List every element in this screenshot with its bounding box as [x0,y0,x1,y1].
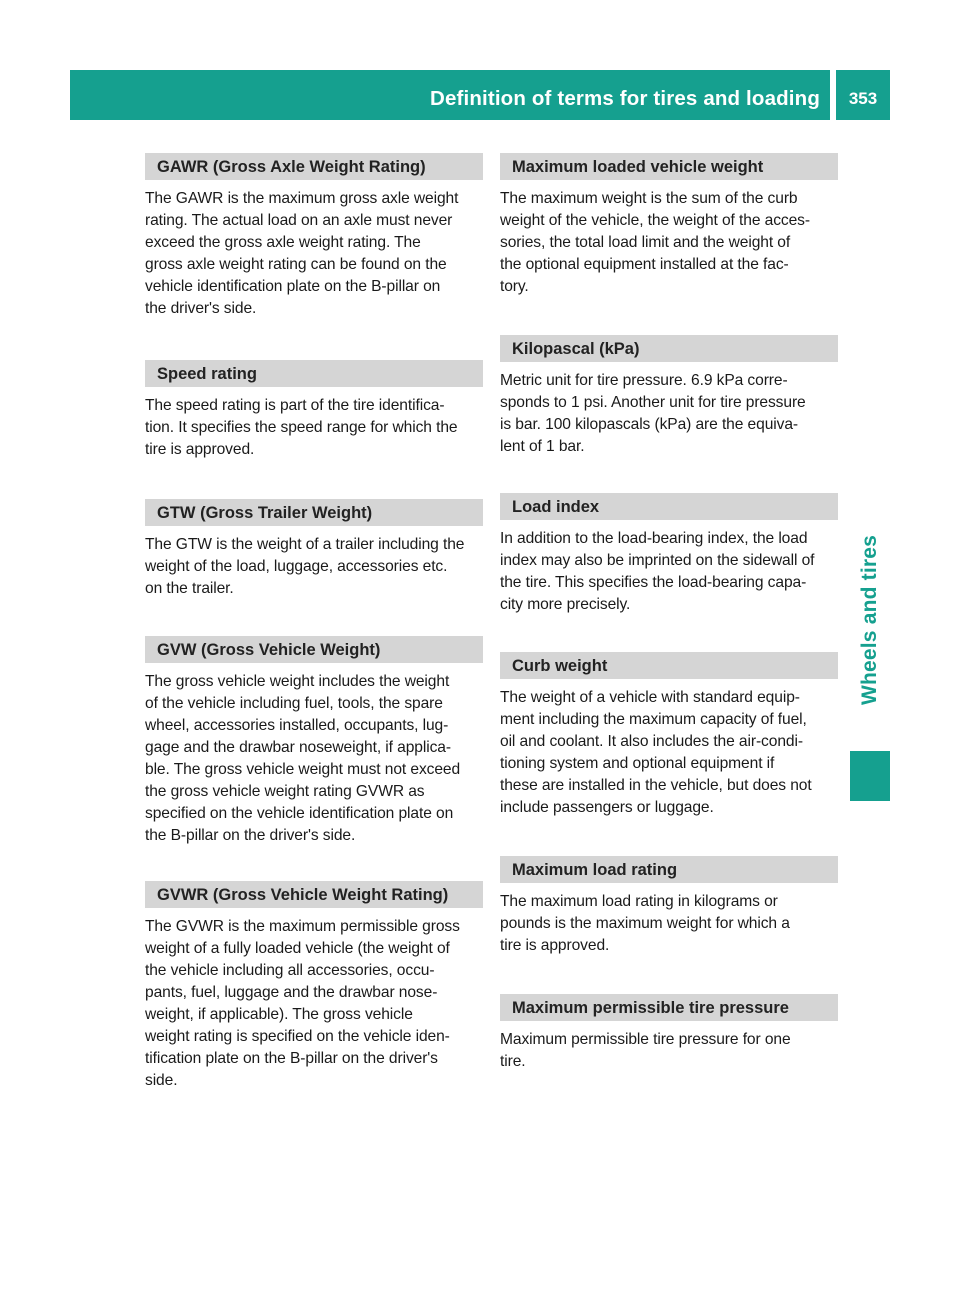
section-body: The maximum load rating in kilograms or pounds is the maximum weight for which a tire is approved. [500,893,790,954]
right-column [500,153,838,1073]
section-speed-rating [145,360,483,499]
chapter-tab [850,520,890,720]
section-title: Curb weight [500,652,838,679]
chapter-tab-label: Wheels and tires [858,534,881,706]
section-title: GVW (Gross Vehicle Weight) [145,636,483,663]
section-title: Kilopascal (kPa) [500,335,838,362]
section-maximum-loaded-vehicle-weight [500,153,838,335]
section-body: In addition to the load-bearing index, the load index may also be imprinted on the sidewall of the tire. This specifies the load-bearing capa- city more precisely. [500,530,815,613]
section-gtw [145,499,483,636]
section-body: The GAWR is the maximum gross axle weight rating. The actual load on an axle must never exceed the gross axle weight rating. The gross axle weight rating can be found on the vehicle identification plate on the B-pillar on the driver's side. [145,190,459,317]
section-maximum-load-rating [500,856,838,994]
section-curb-weight [500,652,838,856]
page-number: 353 [848,89,878,108]
section-gvwr [145,881,483,1092]
section-maximum-permissible-tire-pressure [500,994,838,1073]
section-body: The maximum weight is the sum of the curb weight of the vehicle, the weight of the acces- sories, the total load limit and the weight of the optional equipment installed at the fac- tory. [500,190,810,295]
section-body: Metric unit for tire pressure. 6.9 kPa corre- sponds to 1 psi. Another unit for tire pressure is bar. 100 kilopascals (kPa) are the equiva- lent of 1 bar. [500,372,806,455]
page-header-bar [70,70,830,120]
section-body: The weight of a vehicle with standard equip- ment including the maximum capacity of fuel, oil and coolant. It also includes the air-condi- tioning system and optional equipment if these are installed in the vehicle, but does not include passengers or luggage. [500,689,812,816]
section-title: Maximum permissible tire pressure [500,994,838,1021]
section-body: Maximum permissible tire pressure for one tire. [500,1031,791,1070]
section-title: GTW (Gross Trailer Weight) [145,499,483,526]
section-title: Speed rating [145,360,483,387]
section-gvw [145,636,483,881]
section-body: The gross vehicle weight includes the weight of the vehicle including fuel, tools, the spare wheel, accessories installed, occupants, lug- gage and the drawbar noseweight, if applica- ble. The gross vehicle weight must not exceed the gross vehicle weight rating GVWR as specified on the vehicle identification plate on the B-pillar on the driver's side. [145,673,461,844]
page-title: Definition of terms for tires and loading [430,87,820,110]
section-load-index [500,493,838,652]
section-title: Load index [500,493,838,520]
section-body: The GTW is the weight of a trailer including the weight of the load, luggage, accessories etc. on the trailer. [145,536,465,597]
section-kilopascal [500,335,838,493]
section-body: The GVWR is the maximum permissible gross weight of a fully loaded vehicle (the weight of the vehicle including all accessories, occu- pants, fuel, luggage and the drawbar nose- weight, if applicable). The gross vehicle weight rating is specified on the vehicle iden- tification plate on the B-pillar on the driver's side. [145,918,460,1089]
left-column [145,153,483,1092]
section-gawr [145,153,483,360]
page-number-box [836,70,890,120]
chapter-marker [850,751,890,801]
section-title: Maximum load rating [500,856,838,883]
section-title: GVWR (Gross Vehicle Weight Rating) [145,881,483,908]
section-title: GAWR (Gross Axle Weight Rating) [145,153,483,180]
section-title: Maximum loaded vehicle weight [500,153,838,180]
section-body: The speed rating is part of the tire identifica- tion. It specifies the speed range for which the tire is approved. [145,397,458,458]
